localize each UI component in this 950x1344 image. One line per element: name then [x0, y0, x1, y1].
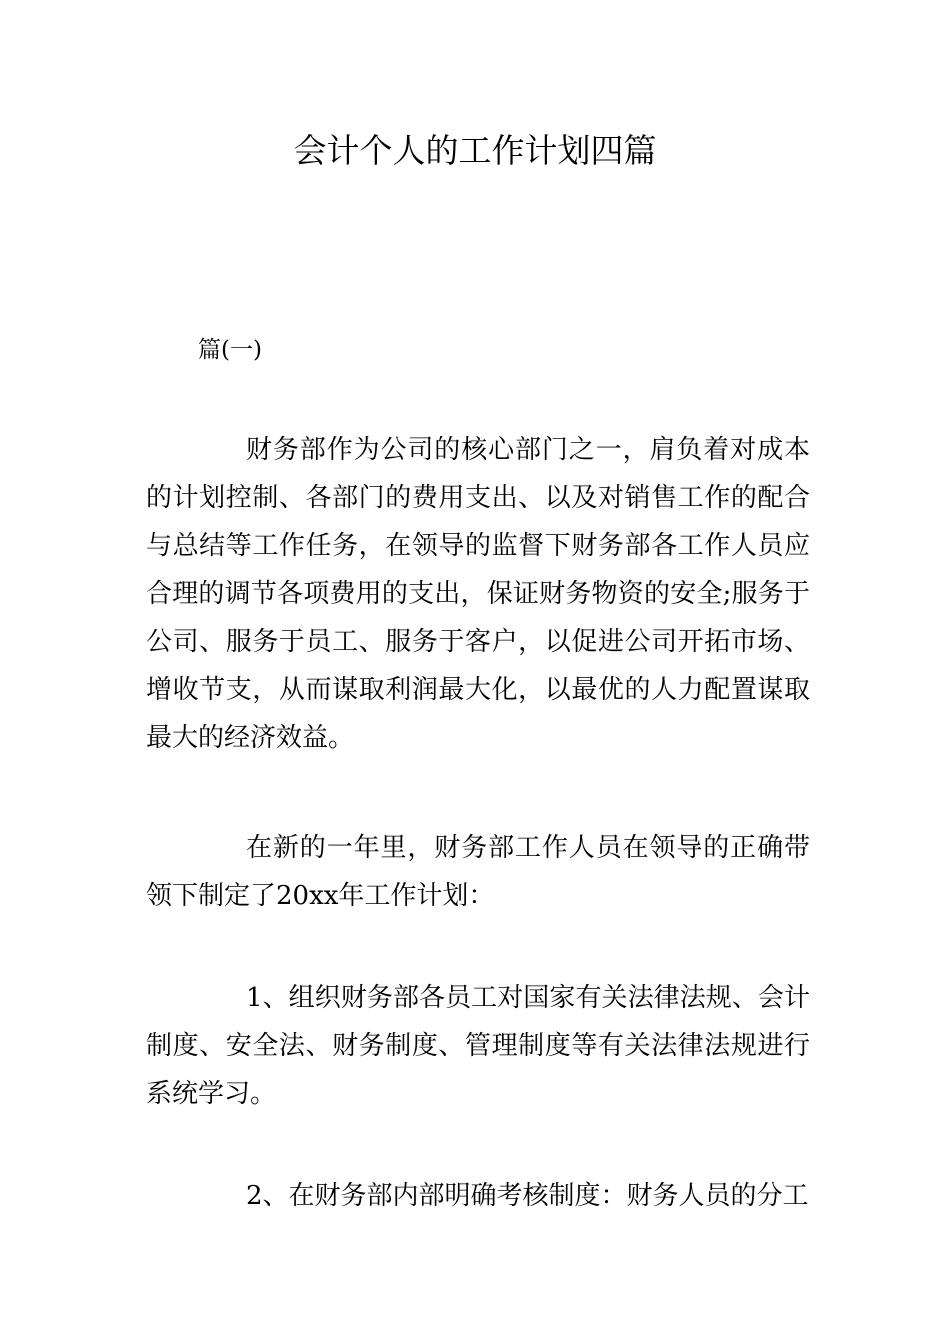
section-heading: 篇(一): [198, 337, 262, 363]
paragraph-plan-intro: 在新的一年里，财务部工作人员在领导的正确带领下制定了20xx年工作计划：: [146, 833, 810, 911]
document-title: 会计个人的工作计划四篇: [293, 131, 657, 170]
paragraph-intro: 财务部作为公司的核心部门之一，肩负着对成本的计划控制、各部门的费用支出、以及对销售工作的配合与总结等工作任务，在领导的监督下财务部各工作人员应合理的调节各项费用的支出，保证财务物资的安全;服务于公司、服务于员工、服务于客户，以促进公司开拓市场、增收节支，从而谋取利润最大化，以最优的人力配置谋取最大的经济效益。: [146, 435, 810, 753]
paragraph-item-2: 2、在财务部内部明确考核制度：财务人员的分工: [246, 1181, 809, 1211]
paragraph-item-1: 1、组织财务部各员工对国家有关法律法规、会计制度、安全法、财务制度、管理制度等有关法律法规进行系统学习。: [146, 983, 810, 1109]
